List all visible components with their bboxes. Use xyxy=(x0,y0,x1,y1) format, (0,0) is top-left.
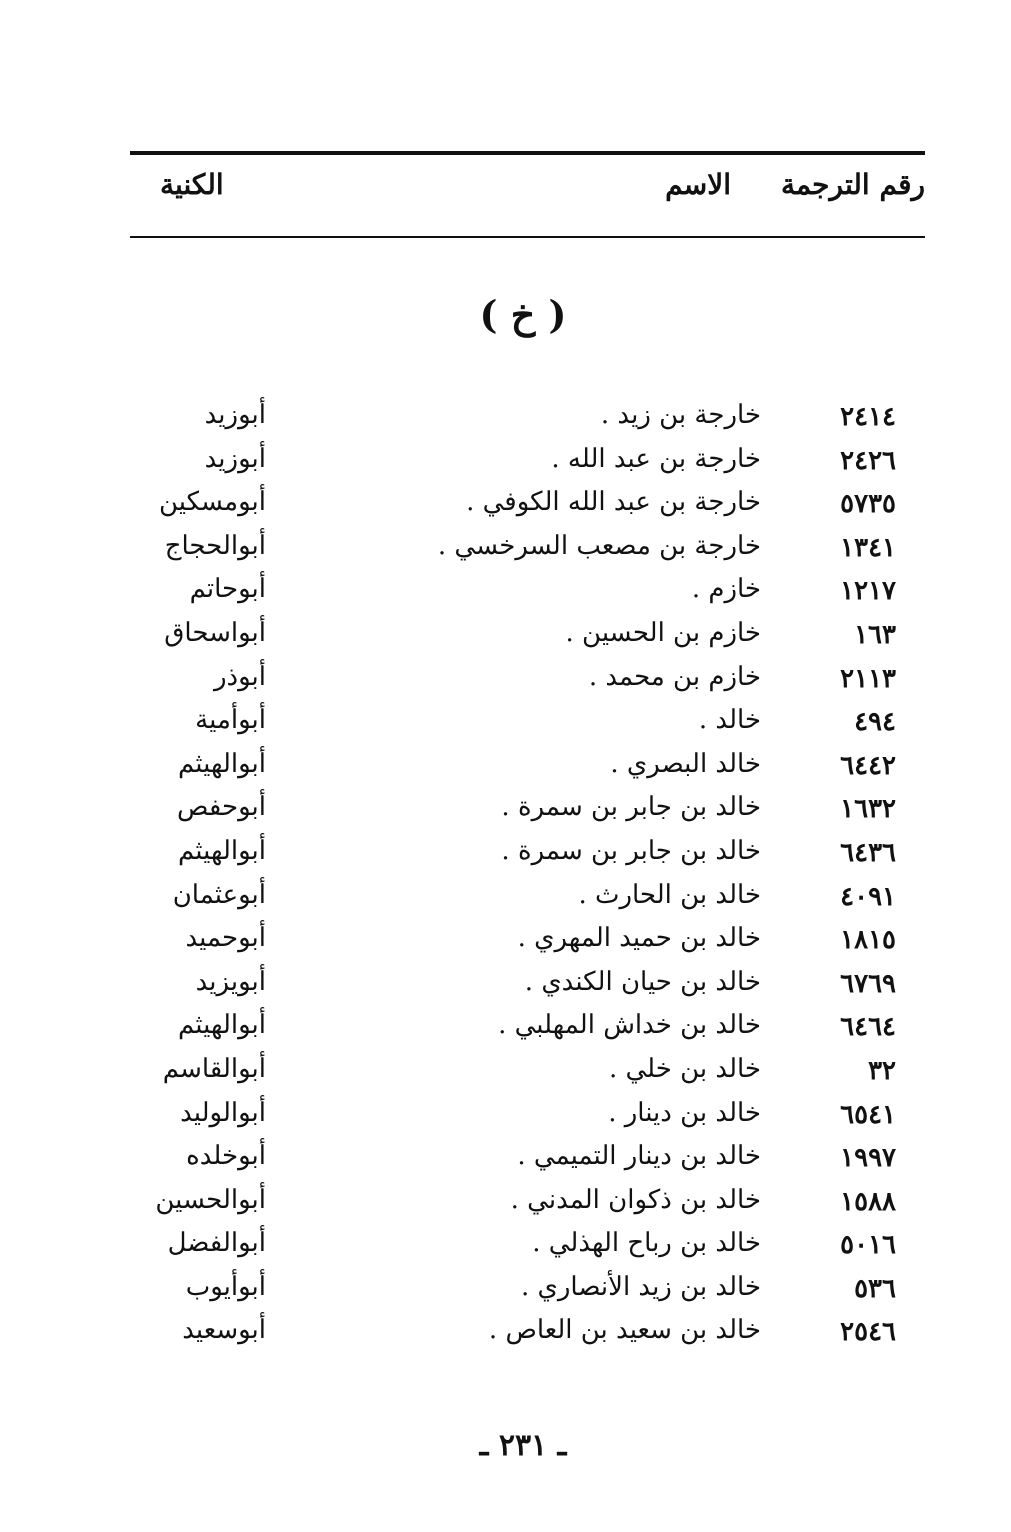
table-row xyxy=(0,616,1011,660)
entry-name: خالد بن حميد المهري . xyxy=(517,923,761,954)
entry-name: خالد بن حيان الكندي . xyxy=(524,966,761,997)
entry-kunya: أبوعثمان xyxy=(172,879,266,910)
entry-name: خالد . xyxy=(698,705,761,736)
entry-number: ٦٤٤٢ xyxy=(840,750,896,781)
entry-name: خازم بن الحسين . xyxy=(565,617,761,648)
table-row xyxy=(0,398,1011,442)
table-row xyxy=(0,878,1011,922)
entry-kunya: أبوحفص xyxy=(177,792,266,823)
table-row xyxy=(0,1183,1011,1227)
table-row xyxy=(0,1096,1011,1140)
entry-number: ١٦٣ xyxy=(854,619,896,650)
table-row xyxy=(0,572,1011,616)
entry-number: ٣٢ xyxy=(868,1055,896,1086)
table-row xyxy=(0,529,1011,573)
entry-number: ٦٤٣٦ xyxy=(840,837,896,868)
table-row xyxy=(0,747,1011,791)
entry-number: ٥٧٣٥ xyxy=(840,489,896,520)
entry-name: خارجة بن زيد . xyxy=(600,400,761,430)
entry-kunya: أبوسعيد xyxy=(182,1315,266,1346)
entry-number: ٦٧٦٩ xyxy=(840,968,896,999)
table-row xyxy=(0,1270,1011,1314)
table-row xyxy=(0,1008,1011,1052)
table-row xyxy=(0,485,1011,529)
entry-kunya: أبوذر xyxy=(213,661,266,692)
entry-number: ١٦٣٢ xyxy=(840,794,896,825)
entry-name: خالد بن ذكوان المدني . xyxy=(510,1184,761,1215)
table-row xyxy=(0,790,1011,834)
table-row xyxy=(0,1139,1011,1183)
entry-name: خارجة بن مصعب السرخسي . xyxy=(437,530,761,561)
entry-name: خالد بن خداش المهلبي . xyxy=(498,1010,761,1041)
column-header-name: الاسم xyxy=(665,168,731,201)
entry-number: ١٥٨٨ xyxy=(840,1186,896,1217)
entry-number: ١٣٤١ xyxy=(840,532,896,563)
entry-name: خازم . xyxy=(691,574,761,605)
entry-kunya: أبواسحاق xyxy=(164,617,266,648)
entry-kunya: أبوالقاسم xyxy=(162,1053,266,1084)
entry-number: ٥٣٦ xyxy=(854,1273,896,1304)
table-row xyxy=(0,442,1011,486)
entry-name: خالد بن رباح الهذلي . xyxy=(532,1228,761,1259)
entry-kunya: أبوالهيثم xyxy=(177,748,266,779)
table-row xyxy=(0,965,1011,1009)
entry-name: خالد بن جابر بن سمرة . xyxy=(501,792,761,823)
column-header-kunya: الكنية xyxy=(160,168,224,201)
entry-number: ٤٩٤ xyxy=(854,707,896,738)
entry-kunya: أبوخلده xyxy=(186,1141,266,1172)
entry-name: خالد بن دينار التميمي . xyxy=(517,1141,761,1172)
entry-kunya: أبوأمية xyxy=(195,705,266,736)
entry-number: ٢٤٢٦ xyxy=(840,445,896,476)
entry-number: ٢٤١٤ xyxy=(840,402,896,432)
entry-name: خالد بن جابر بن سمرة . xyxy=(501,835,761,866)
entry-number: ٦٤٦٤ xyxy=(840,1012,896,1043)
table-row xyxy=(0,834,1011,878)
entry-kunya: أبوالفضل xyxy=(167,1228,266,1259)
entry-number: ١٨١٥ xyxy=(840,925,896,956)
entry-kunya: أبومسكين xyxy=(158,487,266,518)
entry-name: خالد بن زيد الأنصاري . xyxy=(520,1271,761,1302)
entry-kunya: أبوالحسين xyxy=(155,1184,266,1215)
entries-table xyxy=(0,398,1011,1357)
entry-kunya: أبوزيد xyxy=(204,443,266,474)
entry-name: خالد البصري . xyxy=(610,748,761,779)
entry-number: ١٢١٧ xyxy=(840,576,896,607)
page-number: ـ ٢٣١ ـ xyxy=(479,1428,567,1463)
entry-kunya: أبوحميد xyxy=(185,923,266,954)
entry-kunya: أبوحاتم xyxy=(189,574,266,605)
entry-name: خالد بن سعيد بن العاص . xyxy=(488,1315,761,1346)
entry-number: ٢١١٣ xyxy=(840,663,896,694)
entry-name: خازم بن محمد . xyxy=(588,661,761,692)
table-row xyxy=(0,921,1011,965)
entry-kunya: أبوالوليد xyxy=(180,1097,266,1128)
column-header-number: رقم الترجمة xyxy=(780,168,925,201)
section-letter-heading: ( خ ) xyxy=(479,292,567,337)
entry-number: ٥٠١٦ xyxy=(840,1230,896,1261)
entry-number: ٢٥٤٦ xyxy=(840,1317,896,1348)
entry-number: ٤٠٩١ xyxy=(840,881,896,912)
header-top-rule xyxy=(130,151,925,155)
entry-name: خارجة بن عبد الله . xyxy=(551,443,761,474)
entry-name: خالد بن خلي . xyxy=(608,1053,761,1084)
entry-kunya: أبوأيوب xyxy=(185,1271,266,1302)
entry-kunya: أبوالهيثم xyxy=(177,1010,266,1041)
entry-kunya: أبوزيد xyxy=(204,400,266,430)
entry-kunya: أبويزيد xyxy=(195,966,266,997)
entry-name: خالد بن دينار . xyxy=(608,1097,761,1128)
entry-name: خالد بن الحارث . xyxy=(578,879,761,910)
entry-name: خارجة بن عبد الله الكوفي . xyxy=(466,487,761,518)
table-row xyxy=(0,660,1011,704)
entry-kunya: أبوالهيثم xyxy=(177,835,266,866)
header-bottom-rule xyxy=(130,236,925,238)
entry-number: ١٩٩٧ xyxy=(840,1143,896,1174)
table-row xyxy=(0,703,1011,747)
table-row xyxy=(0,1313,1011,1357)
table-row xyxy=(0,1226,1011,1270)
entry-kunya: أبوالحجاج xyxy=(164,530,266,561)
entry-number: ٦٥٤١ xyxy=(840,1099,896,1130)
table-row xyxy=(0,1052,1011,1096)
